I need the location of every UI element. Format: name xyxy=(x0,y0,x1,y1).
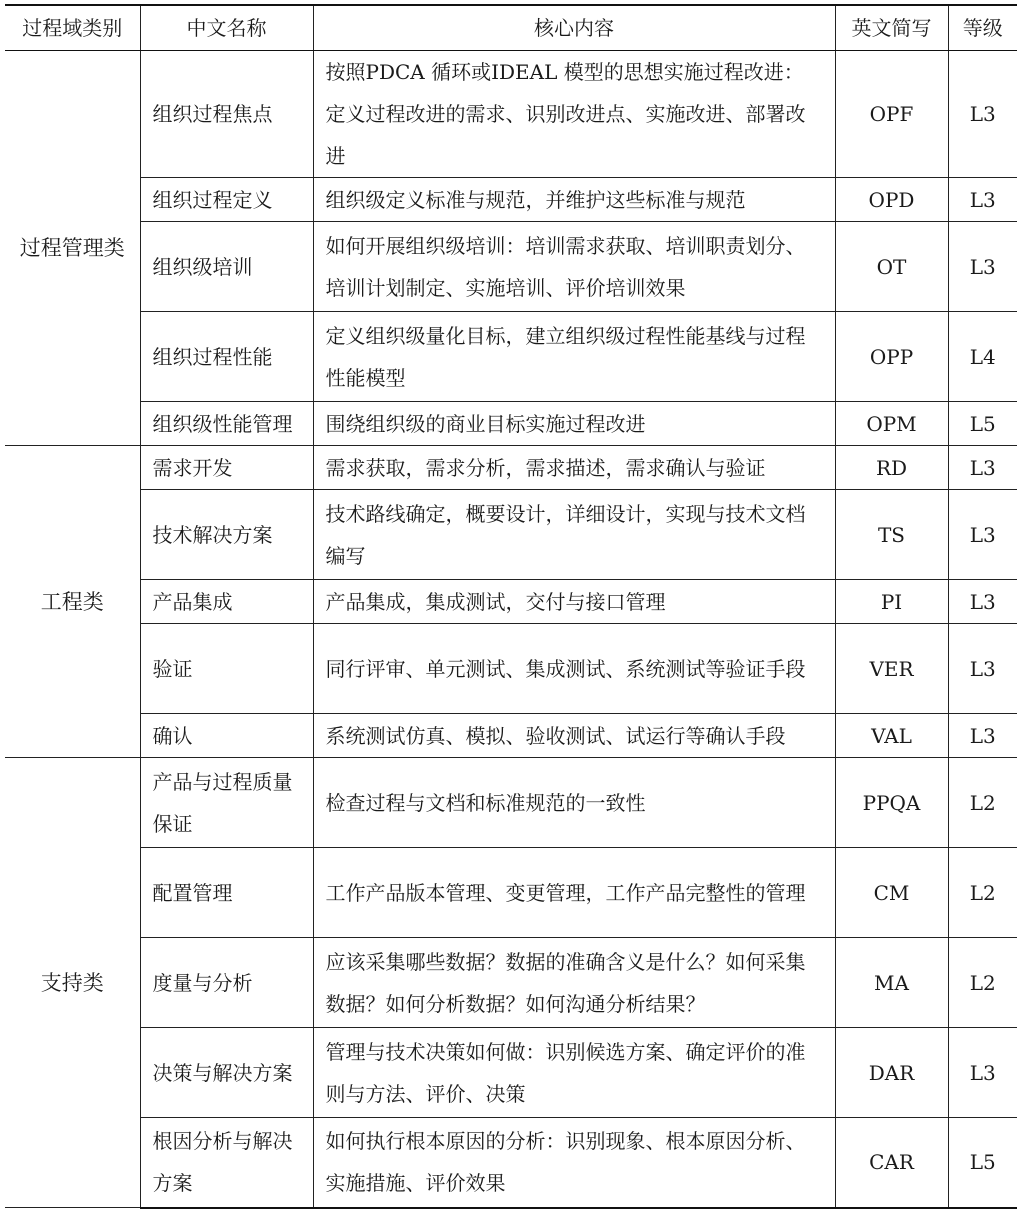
core-content-cell: 同行评审、单元测试、集成测试、系统测试等验证手段 xyxy=(313,624,835,714)
abbr-cell: OT xyxy=(835,222,948,312)
core-content-cell: 按照PDCA 循环或IDEAL 模型的思想实施过程改进：定义过程改进的需求、识别改进点、实施改进、部署改进 xyxy=(313,51,835,178)
level-cell: L3 xyxy=(948,446,1017,490)
header-level: 等级 xyxy=(948,5,1017,51)
table-row xyxy=(5,312,1017,402)
category-cell: 支持类 xyxy=(5,758,140,1208)
table-row xyxy=(5,402,1017,446)
abbr-cell: PPQA xyxy=(835,758,948,848)
level-cell: L3 xyxy=(948,1028,1017,1118)
name-cell: 根因分析与解决方案 xyxy=(140,1118,313,1208)
abbr-cell: OPD xyxy=(835,178,948,222)
header-core: 核心内容 xyxy=(313,5,835,51)
core-content-cell: 组织级定义标准与规范，并维护这些标准与规范 xyxy=(313,178,835,222)
core-content-cell: 技术路线确定，概要设计，详细设计，实现与技术文档编写 xyxy=(313,490,835,580)
table-row xyxy=(5,51,1017,178)
category-cell: 工程类 xyxy=(5,446,140,758)
level-cell: L3 xyxy=(948,624,1017,714)
core-content-cell: 工作产品版本管理、变更管理，工作产品完整性的管理 xyxy=(313,848,835,938)
core-content-cell: 如何开展组织级培训：培训需求获取、培训职责划分、培训计划制定、实施培训、评价培训效果 xyxy=(313,222,835,312)
name-cell: 需求开发 xyxy=(140,446,313,490)
level-cell: L5 xyxy=(948,402,1017,446)
process-area-table xyxy=(5,4,1017,1209)
table-row xyxy=(5,624,1017,714)
header-row xyxy=(5,5,1017,51)
table-header xyxy=(5,5,1017,51)
core-content-cell: 围绕组织级的商业目标实施过程改进 xyxy=(313,402,835,446)
abbr-cell: TS xyxy=(835,490,948,580)
abbr-cell: RD xyxy=(835,446,948,490)
level-cell: L3 xyxy=(948,178,1017,222)
table-row xyxy=(5,580,1017,624)
name-cell: 产品集成 xyxy=(140,580,313,624)
core-content-cell: 定义组织级量化目标，建立组织级过程性能基线与过程性能模型 xyxy=(313,312,835,402)
level-cell: L2 xyxy=(948,758,1017,848)
table-row xyxy=(5,938,1017,1028)
table-row xyxy=(5,178,1017,222)
name-cell: 配置管理 xyxy=(140,848,313,938)
table-row xyxy=(5,848,1017,938)
abbr-cell: OPM xyxy=(835,402,948,446)
level-cell: L3 xyxy=(948,222,1017,312)
name-cell: 验证 xyxy=(140,624,313,714)
table-row xyxy=(5,1028,1017,1118)
level-cell: L5 xyxy=(948,1118,1017,1208)
abbr-cell: CAR xyxy=(835,1118,948,1208)
name-cell: 组织过程性能 xyxy=(140,312,313,402)
core-content-cell: 应该采集哪些数据？数据的准确含义是什么？如何采集数据？如何分析数据？如何沟通分析结果？ xyxy=(313,938,835,1028)
level-cell: L4 xyxy=(948,312,1017,402)
header-category: 过程域类别 xyxy=(5,5,140,51)
core-content-cell: 产品集成，集成测试，交付与接口管理 xyxy=(313,580,835,624)
level-cell: L2 xyxy=(948,848,1017,938)
core-content-cell: 系统测试仿真、模拟、验收测试、试运行等确认手段 xyxy=(313,714,835,758)
category-cell: 过程管理类 xyxy=(5,51,140,446)
core-content-cell: 检查过程与文档和标准规范的一致性 xyxy=(313,758,835,848)
abbr-cell: VAL xyxy=(835,714,948,758)
table-row xyxy=(5,446,1017,490)
table-row xyxy=(5,1118,1017,1208)
name-cell: 技术解决方案 xyxy=(140,490,313,580)
name-cell: 确认 xyxy=(140,714,313,758)
name-cell: 组织过程定义 xyxy=(140,178,313,222)
abbr-cell: PI xyxy=(835,580,948,624)
table-row xyxy=(5,758,1017,848)
level-cell: L2 xyxy=(948,938,1017,1028)
name-cell: 度量与分析 xyxy=(140,938,313,1028)
core-content-cell: 需求获取，需求分析，需求描述，需求确认与验证 xyxy=(313,446,835,490)
header-name: 中文名称 xyxy=(140,5,313,51)
table-body xyxy=(5,51,1017,1208)
header-abbr: 英文简写 xyxy=(835,5,948,51)
level-cell: L3 xyxy=(948,714,1017,758)
core-content-cell: 管理与技术决策如何做：识别候选方案、确定评价的准则与方法、评价、决策 xyxy=(313,1028,835,1118)
abbr-cell: CM xyxy=(835,848,948,938)
name-cell: 组织级培训 xyxy=(140,222,313,312)
name-cell: 产品与过程质量保证 xyxy=(140,758,313,848)
level-cell: L3 xyxy=(948,580,1017,624)
level-cell: L3 xyxy=(948,51,1017,178)
abbr-cell: DAR xyxy=(835,1028,948,1118)
abbr-cell: OPP xyxy=(835,312,948,402)
table-row xyxy=(5,490,1017,580)
level-cell: L3 xyxy=(948,490,1017,580)
abbr-cell: MA xyxy=(835,938,948,1028)
core-content-cell: 如何执行根本原因的分析：识别现象、根本原因分析、实施措施、评价效果 xyxy=(313,1118,835,1208)
name-cell: 决策与解决方案 xyxy=(140,1028,313,1118)
name-cell: 组织过程焦点 xyxy=(140,51,313,178)
table-row xyxy=(5,714,1017,758)
abbr-cell: OPF xyxy=(835,51,948,178)
table-row xyxy=(5,222,1017,312)
abbr-cell: VER xyxy=(835,624,948,714)
name-cell: 组织级性能管理 xyxy=(140,402,313,446)
